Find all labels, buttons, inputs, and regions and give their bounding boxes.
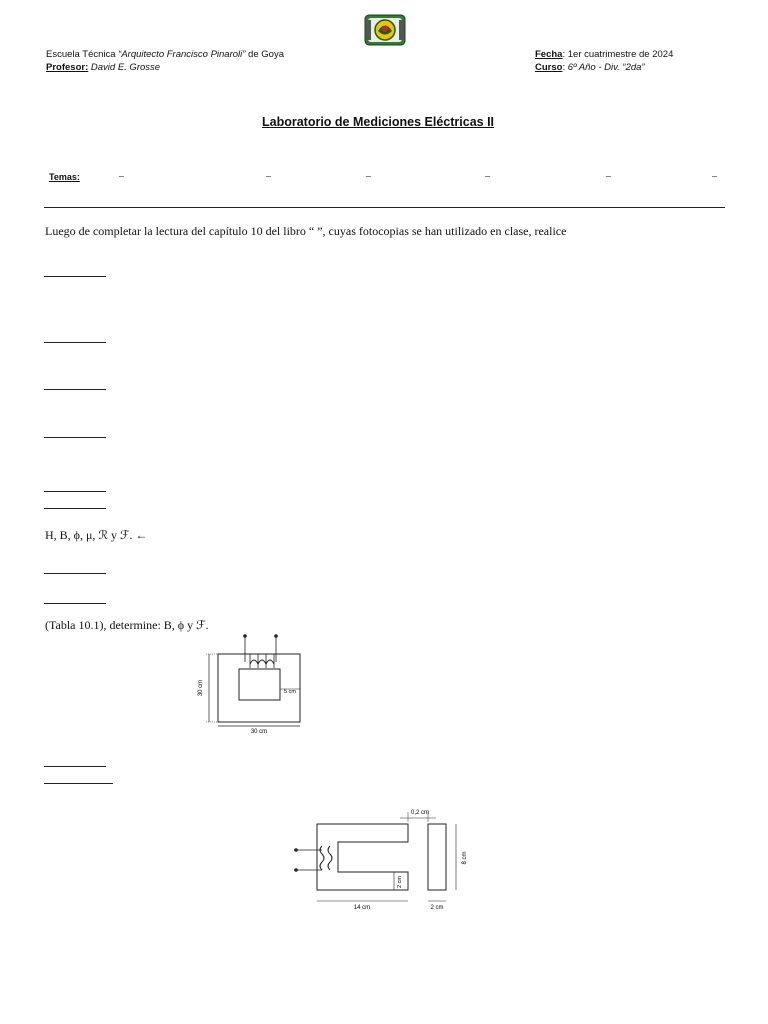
figure2-bar-width-label: 2 cm <box>430 905 444 911</box>
figure-square-core <box>196 632 306 736</box>
header-school: Escuela Técnica “Arquitecto Francisco Pinaroli” de Goya <box>46 49 284 60</box>
square-core-diagram <box>196 632 306 736</box>
item-blank-line <box>44 573 106 574</box>
item-blank-line <box>44 437 106 438</box>
item-blank-line <box>44 389 106 390</box>
section-divider <box>44 207 725 208</box>
item-blank-line <box>44 342 106 343</box>
temas-dash: – <box>712 171 717 182</box>
school-logo <box>364 14 406 46</box>
u-core-diagram <box>286 806 476 914</box>
header-course: Curso: 6º Año - Div. “2da” <box>535 62 645 73</box>
temas-dash: – <box>266 171 271 182</box>
header-date: Fecha: 1er cuatrimestre de 2024 <box>535 49 674 60</box>
figure2-gap-label: 0,2 cm <box>410 810 430 816</box>
header-teacher: Profesor: David E. Grosse <box>46 62 161 73</box>
temas-label: Temas: <box>49 172 80 182</box>
figure2-height-label: 8 cm <box>462 851 468 865</box>
intro-text: Luego de completar la lectura del capítulo 10 del libro “ ”, cuyas fotocopias se han utilizado en clase, realice <box>45 224 567 238</box>
temas-dash: – <box>119 171 124 182</box>
quantities-line: H, B, ϕ, μ, ℛ y ℱ. ← <box>45 528 148 542</box>
figure1-width-label: 30 cm <box>250 729 268 735</box>
table-line: (Tabla 10.1), determine: B, ϕ y ℱ. <box>45 618 209 632</box>
page-title: Laboratorio de Mediciones Eléctricas II <box>262 115 495 129</box>
figure2-length-label: 14 cm <box>353 905 371 911</box>
item-blank-line <box>44 783 113 784</box>
item-blank-line <box>44 491 106 492</box>
figure2-arm-label: 2 cm <box>397 876 403 888</box>
figure1-inner-label: 5 cm <box>284 689 296 695</box>
temas-dash: – <box>366 171 371 182</box>
temas-dash: – <box>485 171 490 182</box>
item-blank-line <box>44 766 106 767</box>
temas-dash: – <box>606 171 611 182</box>
item-blank-line <box>44 508 106 509</box>
figure1-height-label: 30 cm <box>198 679 204 697</box>
figure-u-core <box>286 806 476 914</box>
item-blank-line <box>44 603 106 604</box>
school-crest-icon <box>364 14 406 46</box>
item-blank-line <box>44 276 106 277</box>
